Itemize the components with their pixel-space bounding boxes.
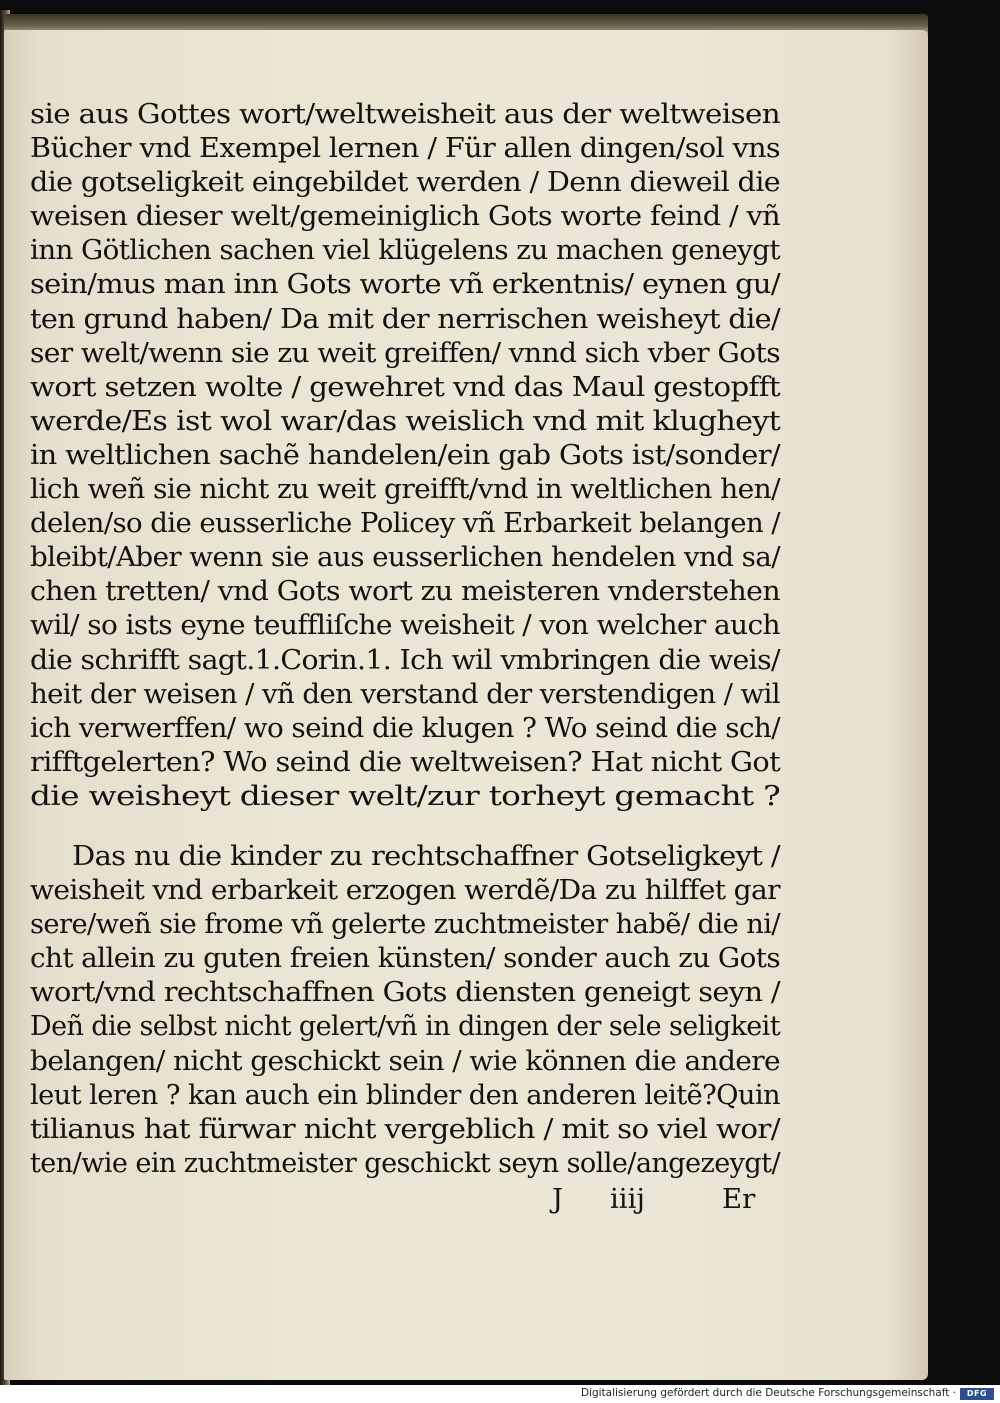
text-line: werde/Es ist wol war/das weislich vnd mit klugheyt [30, 404, 780, 437]
paragraph-1 [30, 97, 790, 813]
text-line: rifftgelerten? Wo seind die weltweisen? Hat nicht Got [30, 745, 780, 778]
footer-bar [0, 1385, 1000, 1403]
catchword: Er [722, 1183, 756, 1215]
text-line: ser welt/wenn sie zu weit greiffen/ vnnd sich vber Gots [30, 336, 780, 369]
text-line: die gotseligkeit eingebildet werden / Denn dieweil die [30, 166, 780, 199]
footer-credit-text: Digitalisierung gefördert durch die Deutsche Forschungsgemeinschaft · [580, 1387, 956, 1399]
text-line: delen/so die eusserliche Policey vñ Erbarkeit belangen / [30, 507, 780, 540]
text-line: ich verwerffen/ wo seind die klugen ? Wo seind die sch/ [30, 711, 780, 744]
text-line: Bücher vnd Exempel lernen / Für allen dingen/sol vns [30, 132, 780, 165]
text-line: ten/wie ein zuchtmeister geschickt seyn solle/angezeygt/ [30, 1146, 780, 1179]
page-text [30, 97, 790, 1180]
text-line: heit der weisen / vñ den verstand der verstendigen / wil [30, 677, 780, 710]
text-line: in weltlichen sachẽ handelen/ein gab Gots ist/sonder/ [30, 438, 780, 471]
text-line: chen tretten/ vnd Gots wort zu meisteren vnderstehen [30, 575, 780, 608]
text-line: die weisheyt dieser welt/zur torheyt gemacht ? [30, 779, 780, 812]
text-line: lich weñ sie nicht zu weit greifft/vnd in weltlichen hen/ [30, 473, 780, 506]
text-line: weisheit vnd erbarkeit erzogen werdẽ/Da zu hilffet gar [30, 874, 780, 907]
text-line: wil/ so ists eyne teuffliſche weisheit / von welcher auch [30, 609, 780, 642]
text-line: leut leren ? kan auch ein blinder den anderen leitẽ?Quin [30, 1078, 780, 1111]
text-line: wort/vnd rechtschaffnen Gots diensten geneigt seyn / [30, 976, 781, 1009]
signature-line [30, 1183, 780, 1219]
text-line: sere/weñ sie frome vñ gelerte zuchtmeister habẽ/ die ni/ [30, 908, 780, 941]
text-line: sein/mus man inn Gots worte vñ erkentnis/ eynen gu/ [30, 268, 780, 301]
text-line: cht allein zu guten freien künsten/ sonder auch zu Gots [30, 942, 780, 975]
text-line: sie aus Gottes wort/weltweisheit aus der weltweisen [30, 98, 780, 130]
text-line: weisen dieser welt/gemeiniglich Gots worte feind / vñ [30, 200, 780, 233]
signature-mark: J [552, 1183, 564, 1215]
text-line: inn Götlichen sachen viel klügelens zu machen geneygt [30, 234, 780, 267]
text-line: bleibt/Aber wenn sie aus eusserlichen hendelen vnd sa/ [30, 541, 780, 574]
text-line: Deñ die selbst nicht gelert/vñ in dingen der sele seligkeit [30, 1010, 780, 1043]
text-line: ten grund haben/ Da mit der nerrischen weisheyt die/ [30, 302, 780, 335]
signature-number: iiij [610, 1183, 645, 1215]
text-line: belangen/ nicht geschickt sein / wie können die andere [30, 1044, 781, 1077]
text-line: tilianus hat fürwar nicht vergeblich / mit so viel wor/ [30, 1112, 780, 1145]
paragraph-2 [30, 839, 790, 1180]
text-line: Das nu die kinder zu rechtschaffner Gotseligkeyt / [72, 839, 780, 872]
dfg-logo-icon: DFG [960, 1388, 994, 1400]
text-line: wort setzen wolte / gewehret vnd das Maul gestopfft [30, 370, 780, 403]
text-line: die schrifft sagt.1.Corin.1. Ich wil vmbringen die weis/ [30, 643, 781, 676]
